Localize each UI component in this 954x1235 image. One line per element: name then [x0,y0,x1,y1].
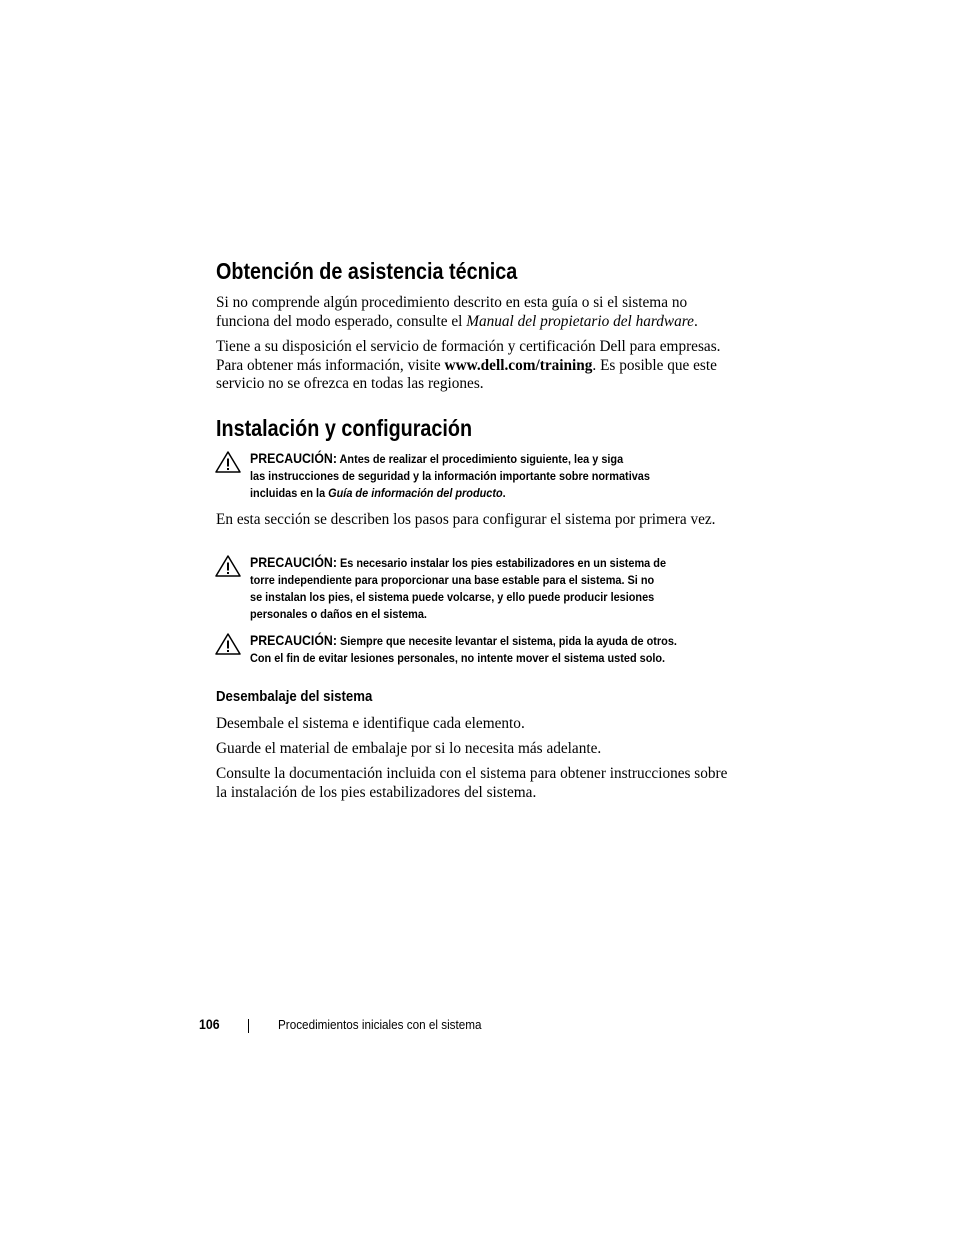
caution-text: se instalan los pies, el sistema puede volcarse, y ello puede producir lesiones [250,590,655,604]
section-heading-technical-assistance: Obtención de asistencia técnica [216,258,518,284]
paragraph-section-intro: En esta sección se describen los pasos para configurar el sistema por primera vez. [216,511,716,528]
caution-label: PRECAUCIÓN: [250,450,337,466]
paragraph-end: . [693,312,698,330]
caution-text: Antes de realizar el procedimiento siguiente, lea y siga [339,452,624,466]
caution-text: . [502,486,506,500]
caution-text: Siempre que necesite levantar el sistema, pida la ayuda de otros. [339,634,677,648]
manual-title: Manual del propietario del hardware [466,312,694,330]
caution-text: personales o daños en el sistema. [250,607,427,621]
footer-separator [248,1019,249,1033]
paragraph-text: Tiene a su disposición el servicio de formación y certificación Dell para empresas. Para obtener más información, visite [216,338,721,374]
page-number: 106 [199,1016,220,1032]
warning-triangle-icon [214,450,242,474]
caution-text: incluidas en la [250,486,329,500]
caution-text: las instrucciones de seguridad y la información importante sobre normativas [250,469,650,483]
caution-label: PRECAUCIÓN: [250,632,337,648]
paragraph-keep-packaging: Guarde el material de embalaje por si lo necesita más adelante. [216,740,602,757]
caution-label: PRECAUCIÓN: [250,554,337,570]
warning-triangle-icon [214,632,242,656]
page-footer [0,1016,954,1036]
warning-triangle-icon [214,554,242,578]
paragraph-assistance-manual [216,294,736,331]
paragraph-text: Si no comprende algún procedimiento descrito en esta guía o si el sistema no funciona del modo esperado, consulte el [216,294,688,330]
paragraph-documentation: Consulte la documentación incluida con el sistema para obtener instrucciones sobre la instalación de los pies estabilizadores del sistema. [216,765,728,801]
training-link[interactable]: www.dell.com/training [444,356,593,374]
product-guide-title: Guía de información del producto [328,486,503,500]
caution-text: torre independiente para proporcionar una base estable para el sistema. Si no [250,573,655,587]
paragraph-training [216,338,736,394]
subsection-heading-unpacking: Desembalaje del sistema [216,688,373,705]
paragraph-end: . Es posible que este servicio no se ofrezca en todas las regiones. [216,356,717,392]
caution-text: Es necesario instalar los pies estabilizadores en un sistema de [339,556,667,570]
footer-chapter-title: Procedimientos iniciales con el sistema [278,1017,482,1032]
paragraph-unpack: Desembale el sistema e identifique cada elemento. [216,715,525,732]
caution-text: Con el fin de evitar lesiones personales, no intente mover el sistema usted solo. [250,651,666,665]
section-heading-installation: Instalación y configuración [216,415,473,441]
